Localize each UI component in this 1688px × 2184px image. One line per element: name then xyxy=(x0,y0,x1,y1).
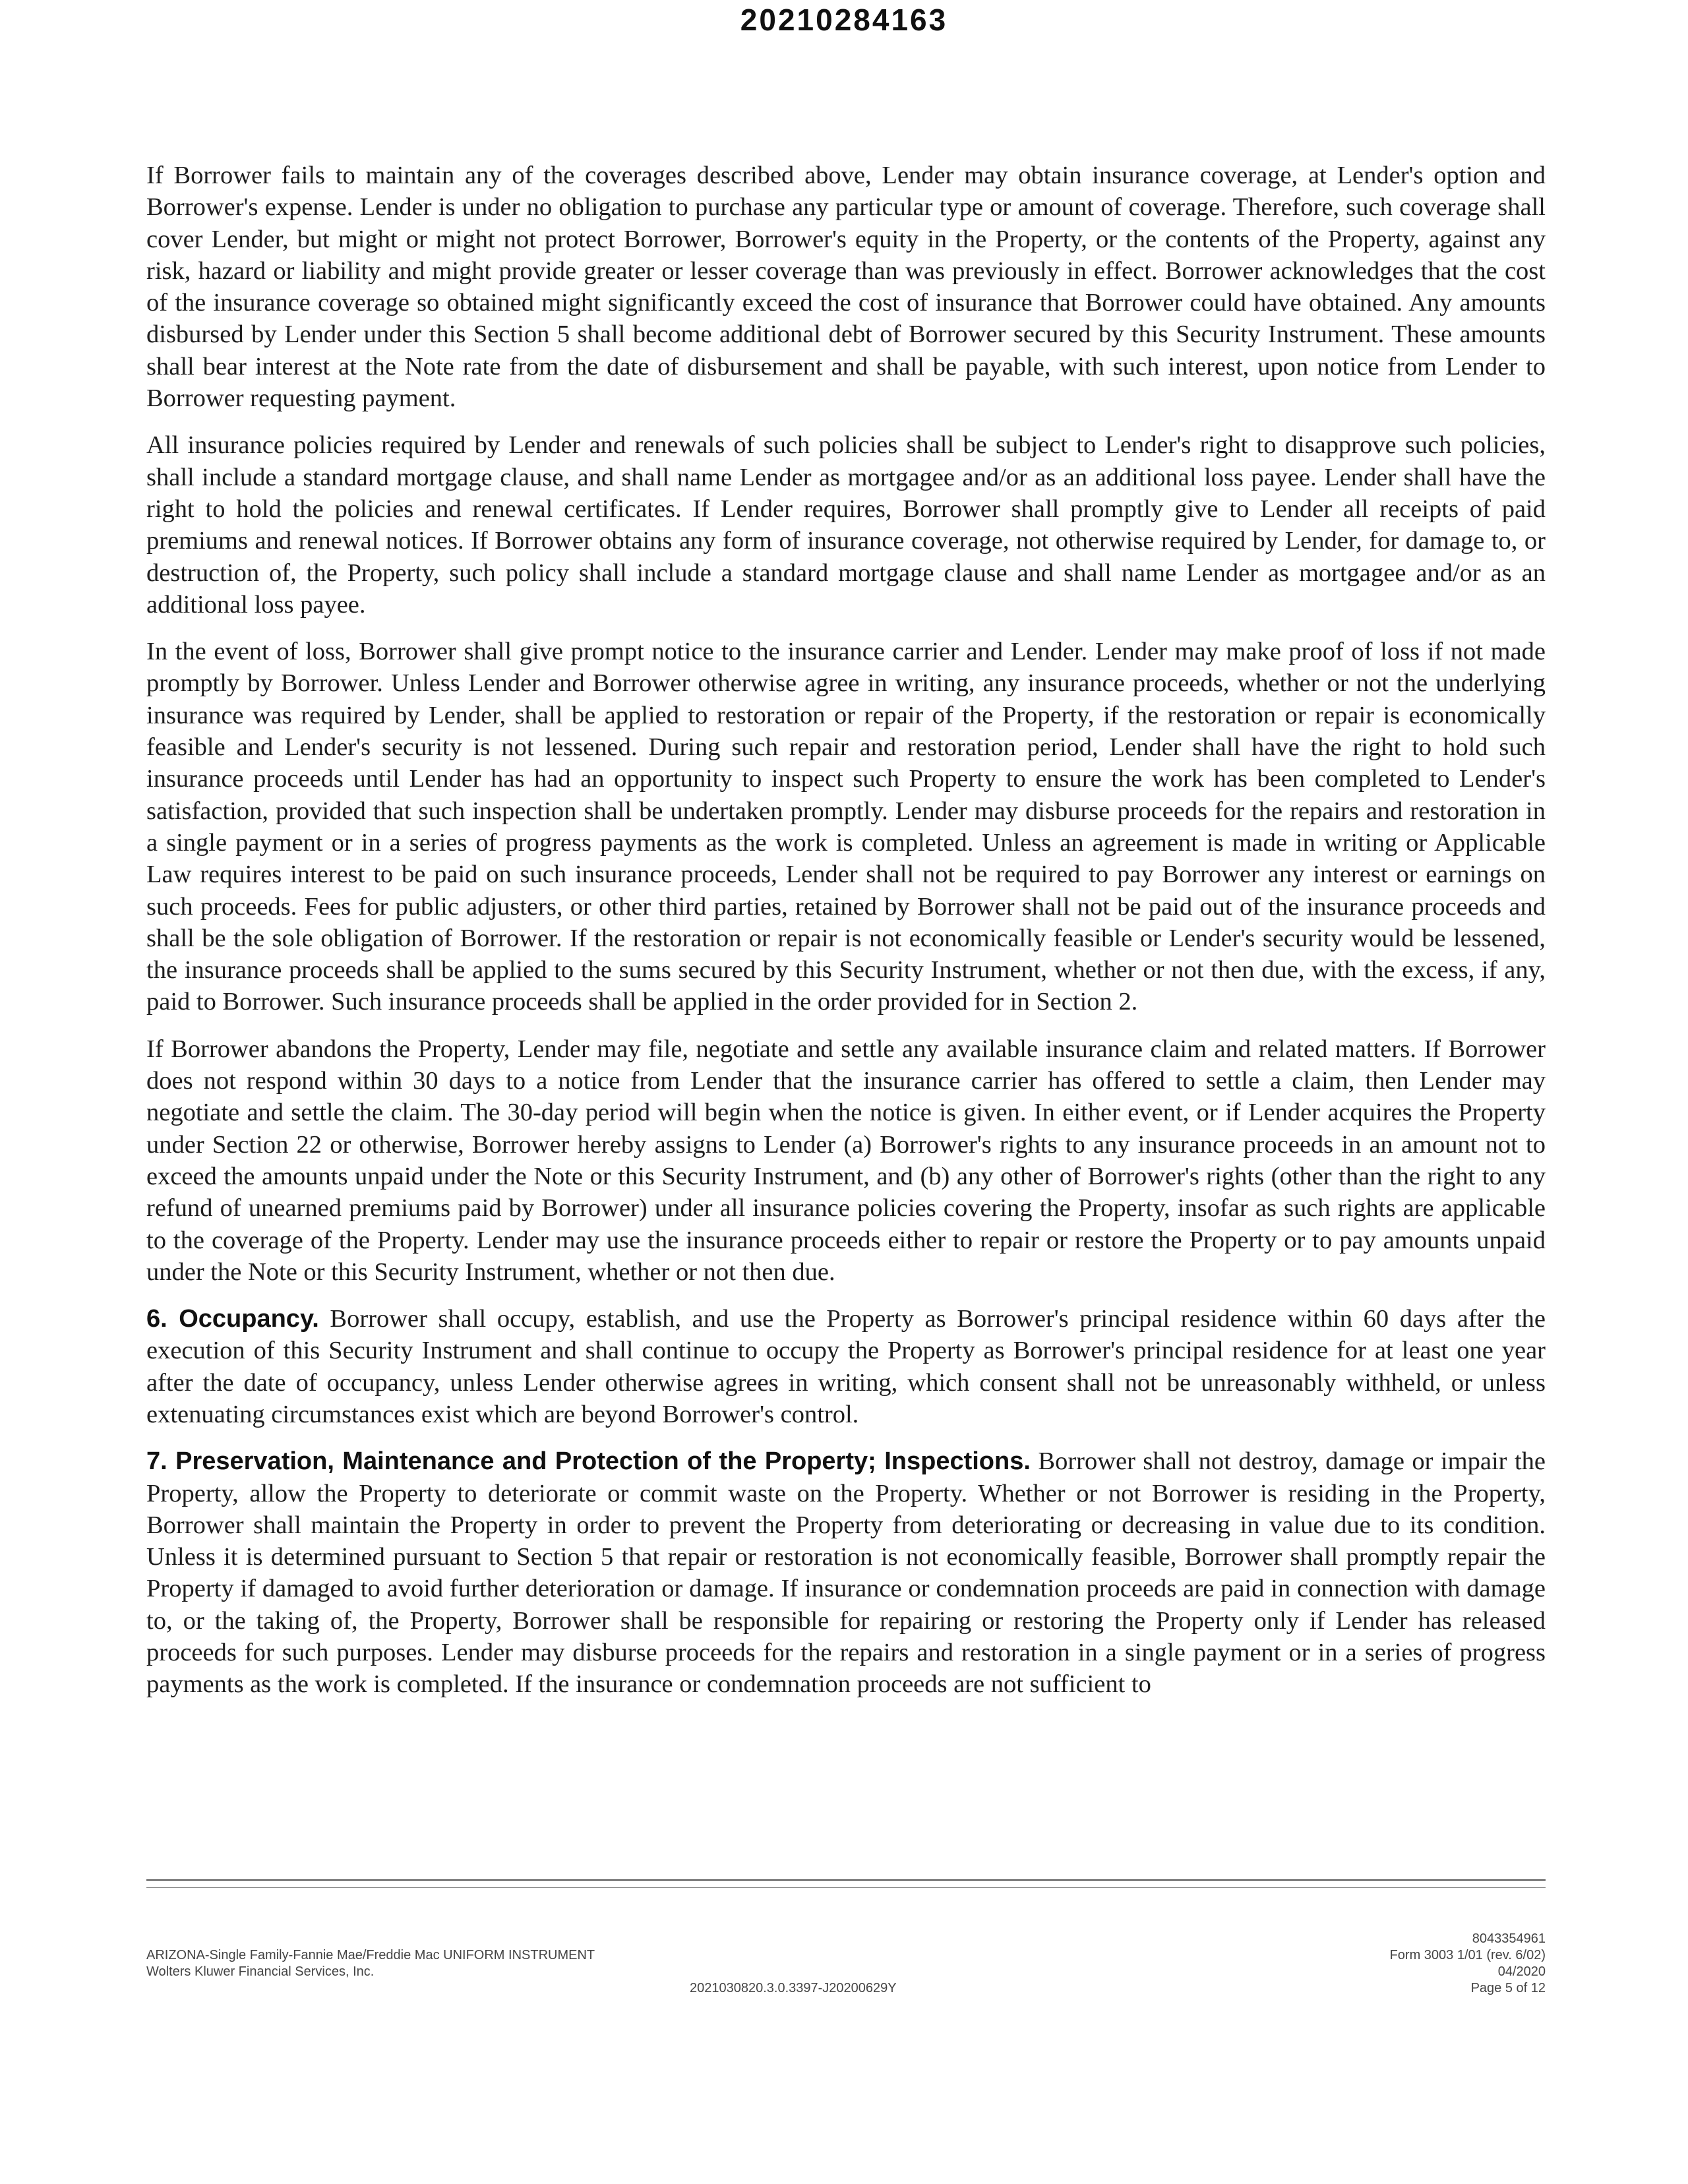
recording-number: 20210284163 xyxy=(740,3,948,37)
form-title: ARIZONA-Single Family-Fannie Mae/Freddie Mac UNIFORM INSTRUMENT xyxy=(146,1948,595,1962)
section-preservation-heading: 7. Preservation, Maintenance and Protection of the Property; Inspections. xyxy=(146,1447,1031,1476)
paragraph-event-of-loss: In the event of loss, Borrower shall give prompt notice to the insurance carrier and Lender. Lender may make proof of loss if not made promptly by Borrower. Unless Lender and Borrower otherwise agree in writing, any insurance proceeds, whether or not the underlying insurance was required by Lender, shall be applied to restoration or repair of the Property, if the restoration or repair is economically feasible and Lender's security is not lessened. During such repair and restoration period, Lender shall have the right to hold such insurance proceeds until Lender has had an opportunity to inspect such Property to ensure the work has been completed to Lender's satisfaction, provided that such inspection shall be undertaken promptly. Lender may disburse proceeds for the repairs and restoration in a single payment or in a series of progress payments as the work is completed. Unless an agreement is made in writing or Applicable Law requires interest to be paid on such insurance proceeds, Lender shall not be required to pay Borrower any interest or earnings on such proceeds. Fees for public adjusters, or other third parties, retained by Borrower shall not be paid out of the insurance proceeds and shall be the sole obligation of Borrower. If the restoration or repair is not economically feasible or Lender's security would be lessened, the insurance proceeds shall be applied to the sums secured by this Security Instrument, whether or not then due, with the excess, if any, paid to Borrower. Such insurance proceeds shall be applied in the order provided for in Section 2. xyxy=(146,638,1546,1016)
paragraph-insurance-policies: All insurance policies required by Lender and renewals of such policies shall be subject to Lender's right to disapprove such policies, shall include a standard mortgage clause, and shall name Lender as mortgagee and/or as an additional loss payee. Lender shall have the right to hold the policies and renewal certificates. If Lender requires, Borrower shall promptly give to Lender all receipts of paid premiums and renewal notices. If Borrower obtains any form of insurance coverage, not otherwise required by Lender, for damage to, or destruction of, the Property, such policy shall include a standard mortgage clause and shall name Lender as mortgagee and/or as an additional loss payee. xyxy=(146,431,1546,619)
page-number: Page 5 of 12 xyxy=(1470,1981,1546,1995)
section-preservation-text: Borrower shall not destroy, damage or impair the Property, allow the Property to deteriorate or commit waste on the Property. Whether or not Borrower is residing in the Property, Borrower shall maintain the Property in order to prevent the Property from deteriorating or decreasing in value due to its condition. Unless it is determined pursuant to Section 5 that repair or restoration is not economically feasible, Borrower shall promptly repair the Property if damaged to avoid further deterioration or damage. If insurance or condemnation proceeds are paid in connection with damage to, or the taking of, the Property, Borrower shall be responsible for repairing or restoring the Property only if Lender has released proceeds for such purposes. Lender may disburse proceeds for the repairs and restoration in a single payment or in a series of progress payments as the work is completed. If the insurance or condemnation proceeds are not sufficient to xyxy=(146,1447,1546,1699)
footer-divider xyxy=(146,1879,1546,1881)
section-occupancy-text: Borrower shall occupy, establish, and use the Property as Borrower's principal residence within 60 days after the execution of this Security Instrument and shall continue to occupy the Property as Borrower's principal residence for at least one year after the date of occupancy, unless Lender otherwise agrees in writing, which consent shall not be unreasonably withheld, or unless extenuating circumstances exist which are beyond Borrower's control. xyxy=(146,1305,1546,1428)
document-body xyxy=(146,160,1546,1716)
document-code: 2021030820.3.0.3397-J20200629Y xyxy=(690,1981,897,1995)
form-number: Form 3003 1/01 (rev. 6/02) xyxy=(1389,1948,1546,1962)
footer-center xyxy=(690,1980,897,1997)
paragraph-force-placed-insurance: If Borrower fails to maintain any of the coverages described above, Lender may obtain insurance coverage, at Lender's option and Borrower's expense. Lender is under no obligation to purchase any particular type or amount of coverage. Therefore, such coverage shall cover Lender, but might or might not protect Borrower, Borrower's equity in the Property, or the contents of the Property, against any risk, hazard or liability and might provide greater or lesser coverage than was previously in effect. Borrower acknowledges that the cost of the insurance coverage so obtained might significantly exceed the cost of insurance that Borrower could have obtained. Any amounts disbursed by Lender under this Section 5 shall become additional debt of Borrower secured by this Security Instrument. These amounts shall bear interest at the Note rate from the date of disbursement and shall be payable, with such interest, upon notice from Lender to Borrower requesting payment. xyxy=(146,162,1546,413)
section-occupancy xyxy=(146,1303,1546,1430)
loan-number: 8043354961 xyxy=(1472,1931,1546,1946)
section-occupancy-heading: 6. Occupancy. xyxy=(146,1305,319,1333)
paragraph-abandonment: If Borrower abandons the Property, Lender may file, negotiate and settle any available insurance claim and related matters. If Borrower does not respond within 30 days to a notice from Lender that the insurance carrier has offered to settle a claim, then Lender may negotiate and settle the claim. The 30-day period will begin when the notice is given. In either event, or if Lender acquires the Property under Section 22 or otherwise, Borrower hereby assigns to Lender (a) Borrower's rights to any insurance proceeds in an amount not to exceed the amounts unpaid under the Note or this Security Instrument, and (b) any other of Borrower's rights (other than the right to any refund of unearned premiums paid by Borrower) under all insurance policies covering the Property, insofar as such rights are applicable to the coverage of the Property. Lender may use the insurance proceeds either to repair or restore the Property or to pay amounts unpaid under the Note or this Security Instrument, whether or not then due. xyxy=(146,1035,1546,1286)
footer-right xyxy=(1390,1931,1546,1997)
revision-date: 04/2020 xyxy=(1497,1964,1546,1979)
section-preservation xyxy=(146,1445,1546,1700)
footer-left xyxy=(146,1947,595,1980)
publisher: Wolters Kluwer Financial Services, Inc. xyxy=(146,1964,375,1979)
footer-divider-secondary xyxy=(146,1887,1546,1888)
